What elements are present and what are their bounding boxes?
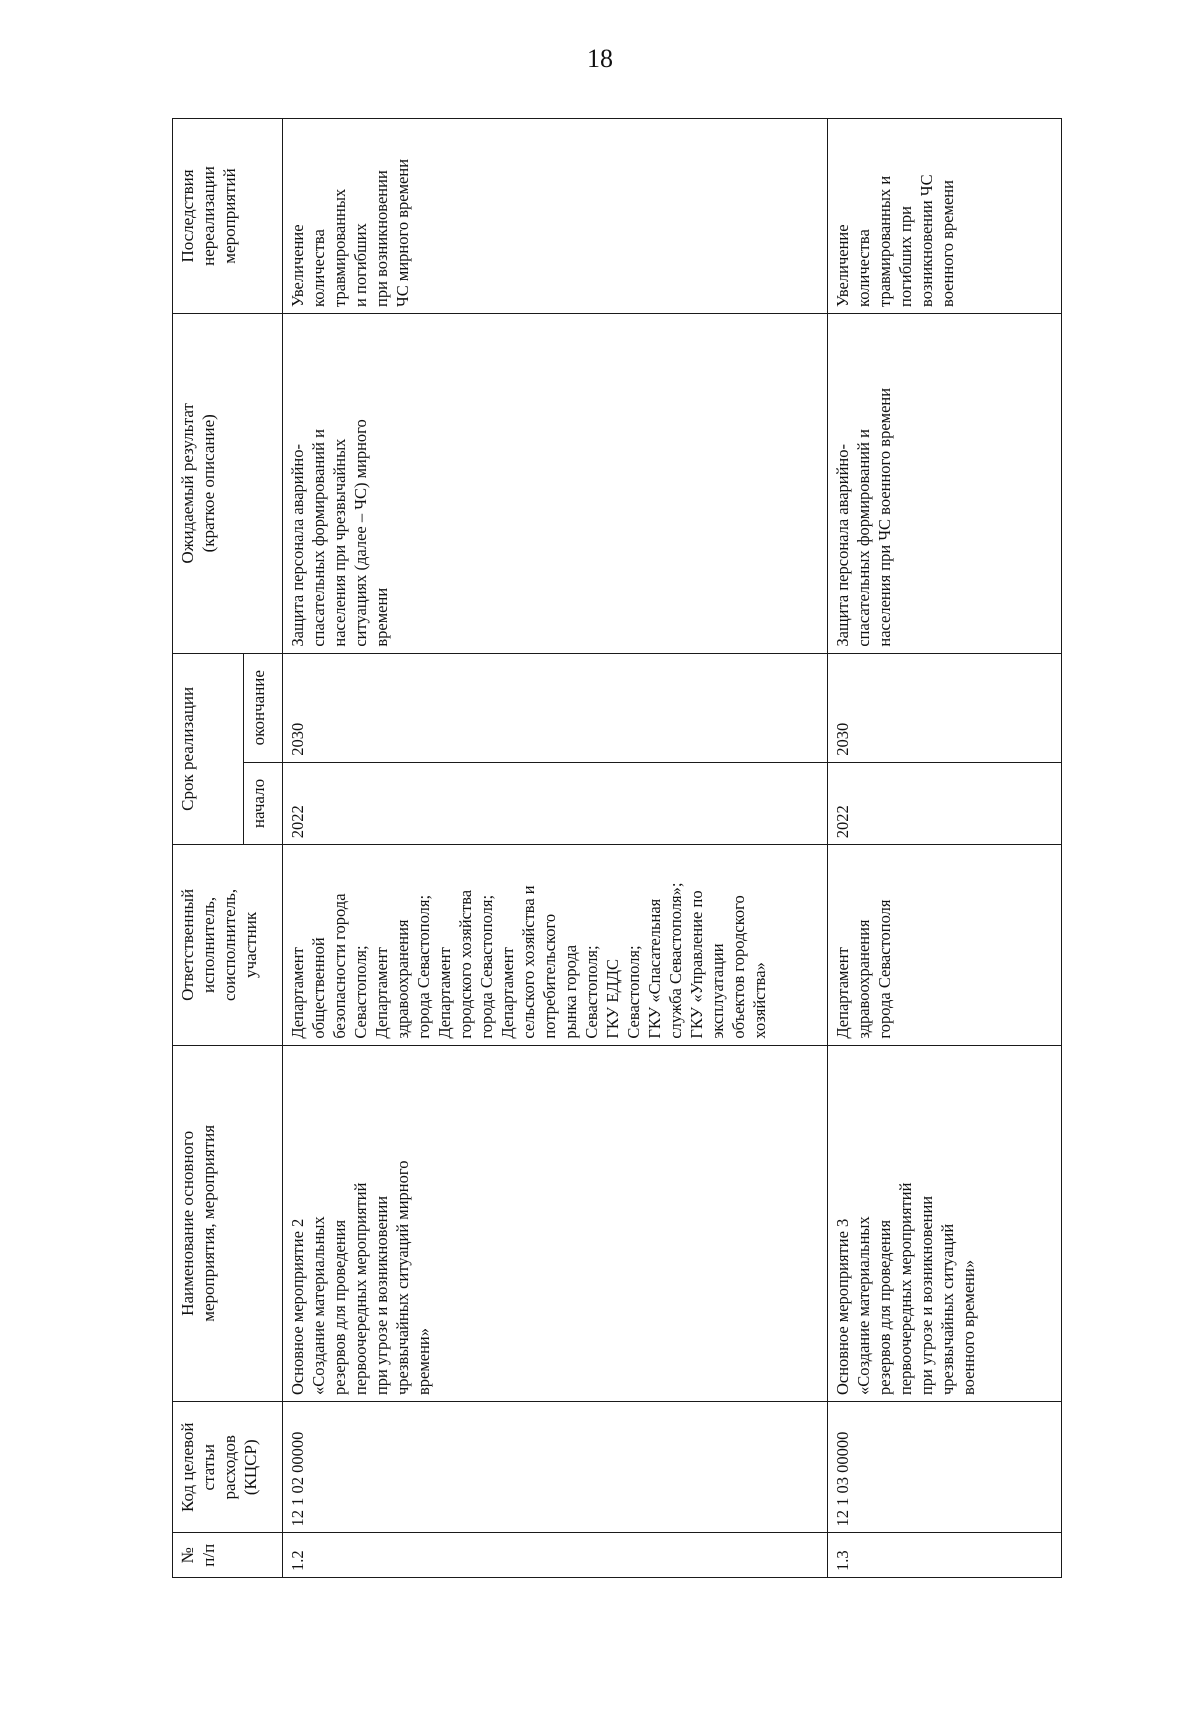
cell-num: 1.3 bbox=[828, 1533, 1062, 1578]
cell-end: 2030 bbox=[828, 653, 1062, 762]
header-num: № п/п bbox=[173, 1533, 283, 1578]
header-end: окончание bbox=[244, 653, 283, 762]
cell-start: 2022 bbox=[283, 762, 828, 844]
cell-name: Основное мероприятие 2 «Создание материальных резервов для проведения первоочередных мероприятий при угрозе и возникновении чрезвычайных ситуаций мирного времени» bbox=[283, 1045, 828, 1401]
cell-consequences: Увеличение количества травмированных и погибших при возникновении ЧС военного времени bbox=[828, 119, 1062, 314]
header-period: Срок реализации bbox=[173, 653, 244, 845]
cell-start: 2022 bbox=[828, 762, 1062, 844]
header-start: начало bbox=[244, 762, 283, 844]
header-consequences: Последствия нереализации мероприятий bbox=[173, 119, 283, 314]
table-header-row bbox=[173, 119, 244, 1578]
header-result: Ожидаемый результат (краткое описание) bbox=[173, 313, 283, 653]
cell-result: Защита персонала аварийно- спасательных формирований и населения при ЧС военного времени bbox=[828, 313, 1062, 653]
table-row bbox=[283, 119, 828, 1578]
table-container bbox=[172, 118, 1062, 1578]
cell-end: 2030 bbox=[283, 653, 828, 762]
table-row bbox=[828, 119, 1062, 1578]
page-number: 18 bbox=[587, 44, 613, 73]
cell-consequences: Увеличение количества травмированных и погибших при возникновении ЧС мирного времени bbox=[283, 119, 828, 314]
cell-result: Защита персонала аварийно- спасательных формирований и населения при чрезвычайных ситуациях (далее – ЧС) мирного времени bbox=[283, 313, 828, 653]
cell-executor: Департамент здравоохранения города Севастополя bbox=[828, 845, 1062, 1045]
cell-num: 1.2 bbox=[283, 1533, 828, 1578]
cell-executor: Департамент общественной безопасности города Севастополя; Департамент здравоохранения города Севастополя; Департамент городского хозяйства города Севастополя; Департамент сельского хозяйства и потребительского рынка города Севастополя; ГКУ ЕДДС Севастополя; ГКУ «Спасательная служба Севастополя»; ГКУ «Управление по эксплуатации объектов городского хозяйства» bbox=[283, 845, 828, 1045]
header-name: Наименование основного мероприятия, мероприятия bbox=[173, 1045, 283, 1401]
cell-code: 12 1 02 00000 bbox=[283, 1402, 828, 1533]
activities-table bbox=[172, 118, 1062, 1578]
header-executor: Ответственный исполнитель, соисполнитель, участник bbox=[173, 845, 283, 1045]
cell-name: Основное мероприятие 3 «Создание материальных резервов для проведения первоочередных мероприятий при угрозе и возникновении чрезвычайных ситуаций военного времени» bbox=[828, 1045, 1062, 1401]
cell-code: 12 1 03 00000 bbox=[828, 1402, 1062, 1533]
rotated-table-frame bbox=[172, 118, 1062, 1578]
header-code: Код целевой статьи расходов (КЦСР) bbox=[173, 1402, 283, 1533]
